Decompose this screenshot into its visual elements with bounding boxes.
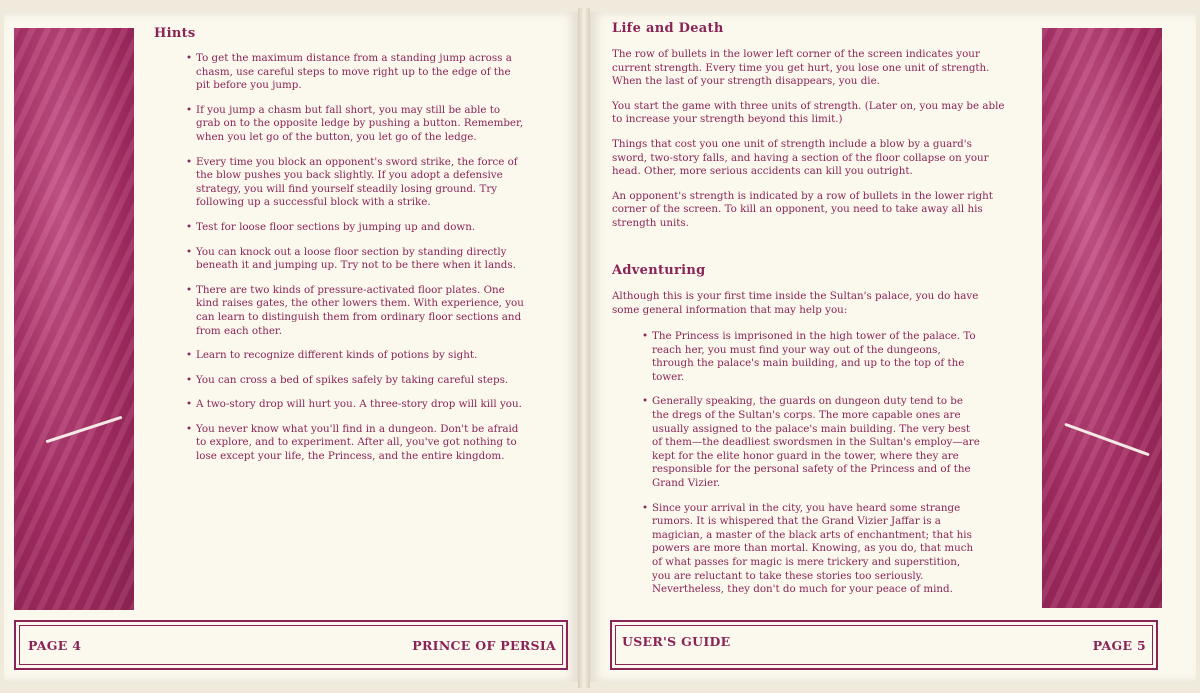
- hint-item: • If you jump a chasm but fall short, you may still be able to grab on to the opposite ledge by pushing a button. Remember, when you let go of the button, you let go of the ledge.: [186, 104, 526, 145]
- left-illustration: [14, 28, 134, 610]
- adventuring-heading: Adventuring: [612, 263, 706, 278]
- adventuring-item: • The Princess is imprisoned in the high tower of the palace. To reach her, you must find your way out of the dungeons, through the palace's main building, and up to the top of the tower.: [642, 330, 982, 384]
- left-footer: [14, 620, 568, 670]
- hint-item: • Test for loose floor sections by jumping up and down.: [186, 221, 526, 235]
- running-title-right: USER'S GUIDE: [622, 634, 731, 649]
- adventuring-item: • Generally speaking, the guards on dungeon duty tend to be the dregs of the Sultan's corps. The more capable ones are usually assigned to the palace's main building. The very best of them—the deadliest swordsmen in the Sultan's employ—are kept for the elite honor guard in the tower, where they are responsible for the personal safety of the Princess and of the Grand Vizier.: [642, 395, 982, 490]
- hint-item: • You can knock out a loose floor section by standing directly beneath it and jumping up. Try not to be there when it lands.: [186, 246, 526, 273]
- paragraph: An opponent's strength is indicated by a row of bullets in the lower right corner of the screen. To kill an opponent, you need to take away all his strength units.: [612, 189, 993, 229]
- adventuring-item: • Since your arrival in the city, you have heard some strange rumors. It is whispered that the Grand Vizier Jaffar is a magician, a master of the black arts of enchantment; that his powers are more than mortal. Knowing, as you do, that much of what passes for magic is mere trickery and superstition, you are reluctant to take these stories too seriously. Nevertheless, they don't do much for your peace of mind.: [642, 502, 982, 597]
- hint-item: • Every time you block an opponent's sword strike, the force of the blow pushes you back slightly. If you adopt a defensive strategy, you will find yourself steadily losing ground. Try following up a successful block with a strike.: [186, 156, 526, 210]
- page-number-left: PAGE 4: [28, 638, 82, 653]
- life-and-death-body: [612, 48, 1007, 242]
- hint-item: • Learn to recognize different kinds of potions by sight.: [186, 349, 526, 363]
- hint-item: • To get the maximum distance from a standing jump across a chasm, use careful steps to move right up to the edge of the pit before you jump.: [186, 52, 526, 93]
- hint-item: • A two-story drop will hurt you. A three-story drop will kill you.: [186, 398, 526, 412]
- right-footer: [610, 620, 1158, 670]
- hint-item: • There are two kinds of pressure-activated floor plates. One kind raises gates, the other lowers them. With experience, you can learn to distinguish them from ordinary floor sections and from each other.: [186, 284, 526, 338]
- running-title: PRINCE OF PERSIA: [412, 638, 556, 653]
- page-number-right: PAGE 5: [1092, 638, 1146, 653]
- adventuring-intro: Although this is your first time inside the Sultan's palace, you do have some general information that may help you:: [612, 290, 979, 316]
- hint-item: • You can cross a bed of spikes safely by taking careful steps.: [186, 374, 526, 388]
- hint-item: • You never know what you'll find in a dungeon. Don't be afraid to explore, and to experiment. After all, you've got nothing to lose except your life, the Princess, and the entire kingdom.: [186, 423, 526, 464]
- hints-list: [186, 52, 526, 475]
- hints-heading: Hints: [154, 26, 196, 41]
- paragraph: You start the game with three units of strength. (Later on, you may be able to increase your strength beyond this limit.): [612, 99, 1005, 126]
- right-illustration: [1042, 28, 1162, 608]
- book-spine: [578, 8, 590, 688]
- adventuring-list: [642, 330, 982, 608]
- paragraph: The row of bullets in the lower left corner of the screen indicates your current strength. Every time you get hurt, you lose one unit of strength. When the last of your strength disappears, you die.: [612, 48, 990, 88]
- paragraph: Things that cost you one unit of strength include a blow by a guard's sword, two-story falls, and having a section of the floor collapse on your head. Other, more serious accidents can kill you outright.: [612, 137, 989, 178]
- life-and-death-heading: Life and Death: [612, 21, 724, 36]
